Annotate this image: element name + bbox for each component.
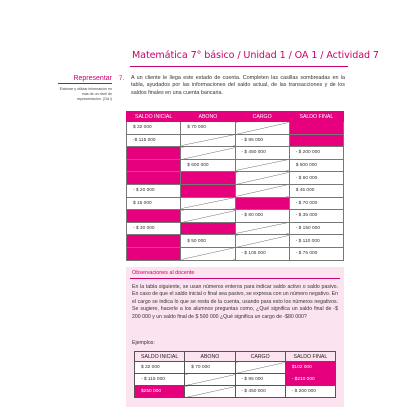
table-row [135, 362, 336, 374]
column-header: ABONO [185, 352, 235, 362]
table-cell: - $ 200 000 [289, 147, 343, 160]
table-row [127, 147, 344, 160]
crossed-cell [181, 247, 235, 260]
table-cell: - $ 105 000 [235, 247, 289, 260]
crossed-cell [185, 374, 235, 386]
teacher-observations-box [126, 267, 344, 407]
table-row [127, 159, 344, 172]
table-row [127, 210, 344, 223]
answer-cell[interactable] [235, 197, 289, 210]
crossed-cell [181, 197, 235, 210]
crossed-cell [235, 362, 285, 374]
table-cell: - $ 95 000 [235, 134, 289, 147]
answer-cell[interactable] [289, 122, 343, 135]
table-cell: $ 32 000 [135, 362, 185, 374]
table-row [127, 184, 344, 197]
crossed-cell [181, 210, 235, 223]
column-header: SALDO INICIAL [135, 352, 185, 362]
observations-title: Observaciones al docente [132, 270, 195, 276]
table-cell: - $ 200 000 [285, 386, 335, 398]
table-row [127, 172, 344, 185]
table-row [127, 247, 344, 260]
table-row [135, 386, 336, 398]
answer-cell[interactable] [181, 222, 235, 235]
crossed-cell [235, 122, 289, 135]
account-statement-table [126, 111, 344, 261]
table-row [127, 222, 344, 235]
crossed-cell [181, 147, 235, 160]
table-cell: - $ 20 000 [127, 184, 181, 197]
answer-cell[interactable] [289, 134, 343, 147]
sidebar-skill [58, 75, 112, 102]
answer-value: - $210 000 [285, 374, 335, 386]
table-row [127, 197, 344, 210]
table-cell: - $ 450 000 [235, 386, 285, 398]
table-cell: $ 32 000 [127, 122, 181, 135]
answer-cell[interactable] [127, 172, 181, 185]
table-cell: - $ 150 000 [289, 222, 343, 235]
answer-cell[interactable] [127, 159, 181, 172]
header-divider [130, 66, 348, 67]
crossed-cell [235, 222, 289, 235]
column-header: CARGO [235, 112, 289, 122]
table-cell: - $ 115 000 [135, 374, 185, 386]
crossed-cell [185, 386, 235, 398]
column-header: SALDO FINAL [285, 352, 335, 362]
table-cell: -$ 115 000 [127, 134, 181, 147]
observations-divider [130, 278, 340, 279]
crossed-cell [181, 134, 235, 147]
column-header: SALDO INICIAL [127, 112, 181, 122]
table-row [127, 134, 344, 147]
column-header: ABONO [181, 112, 235, 122]
table-cell: $ 50 000 [181, 235, 235, 248]
table-cell: - $ 95 000 [235, 374, 285, 386]
crossed-cell [235, 172, 289, 185]
table-cell: - $ 35 000 [289, 210, 343, 223]
answer-cell[interactable] [127, 235, 181, 248]
answer-value: $250 000 [135, 386, 185, 398]
example-table [134, 351, 336, 398]
crossed-cell [235, 184, 289, 197]
examples-label: Ejemplos: [132, 340, 155, 346]
crossed-cell [235, 159, 289, 172]
table-cell: - $ 110 000 [289, 235, 343, 248]
column-header: SALDO FINAL [289, 112, 343, 122]
answer-value: $102 000 [285, 362, 335, 374]
answer-cell[interactable] [127, 247, 181, 260]
observations-text: En la tabla siguiente, se usan números enteros para indicar saldo activo o saldo pasivo. En caso de que el saldo inicial o final sea pasivo, se expresa con un número negativo. En el cargo se indica lo que se resta de la cuenta, usando para esto los números negativos. Se sugiere, hacerle a los alumnos preguntas como, ¿Qué significa un saldo final de -$ 200 000 y un saldo final de $ 500 000 ¿Qué significa un cargo de -$80 000? [132, 284, 338, 320]
question-number: 7. [119, 76, 125, 82]
table-cell: $ 15 000 [127, 197, 181, 210]
skill-description: Elaborar y utilizar información en más de un nivel de representación. (OA i) [59, 87, 112, 101]
table-cell: - $ 70 000 [289, 197, 343, 210]
crossed-cell [235, 235, 289, 248]
table-cell: $ 600 000 [181, 159, 235, 172]
answer-cell[interactable] [181, 184, 235, 197]
table-row [127, 122, 344, 135]
answer-cell[interactable] [127, 147, 181, 160]
table-cell: - $ 60 000 [289, 172, 343, 185]
table-cell: $ 70 000 [181, 122, 235, 135]
table-row [127, 235, 344, 248]
table-cell: - $ 450 000 [235, 147, 289, 160]
column-header: CARGO [235, 352, 285, 362]
table-cell: - $ 75 000 [289, 247, 343, 260]
page-header [0, 44, 400, 66]
table-cell: - $ 30 000 [127, 222, 181, 235]
answer-cell[interactable] [127, 210, 181, 223]
table-cell: $ 70 000 [185, 362, 235, 374]
page-title: Matemática 7° básico / Unidad 1 / OA 1 / Actividad 7 [132, 50, 379, 61]
skill-title: Representar [58, 75, 112, 84]
table-cell: - $ 80 000 [235, 210, 289, 223]
answer-cell[interactable] [181, 172, 235, 185]
table-row [135, 374, 336, 386]
question-prompt: A un cliente le llega este estado de cuenta. Completen las casillas sombreadas en la tabla, ayudados por las informaciones del saldo actual, de las transacciones y de los saldos finales en una cuenta bancaria. [131, 75, 345, 96]
table-cell: $ 500 000 [289, 159, 343, 172]
table-cell: $ 45 000 [289, 184, 343, 197]
